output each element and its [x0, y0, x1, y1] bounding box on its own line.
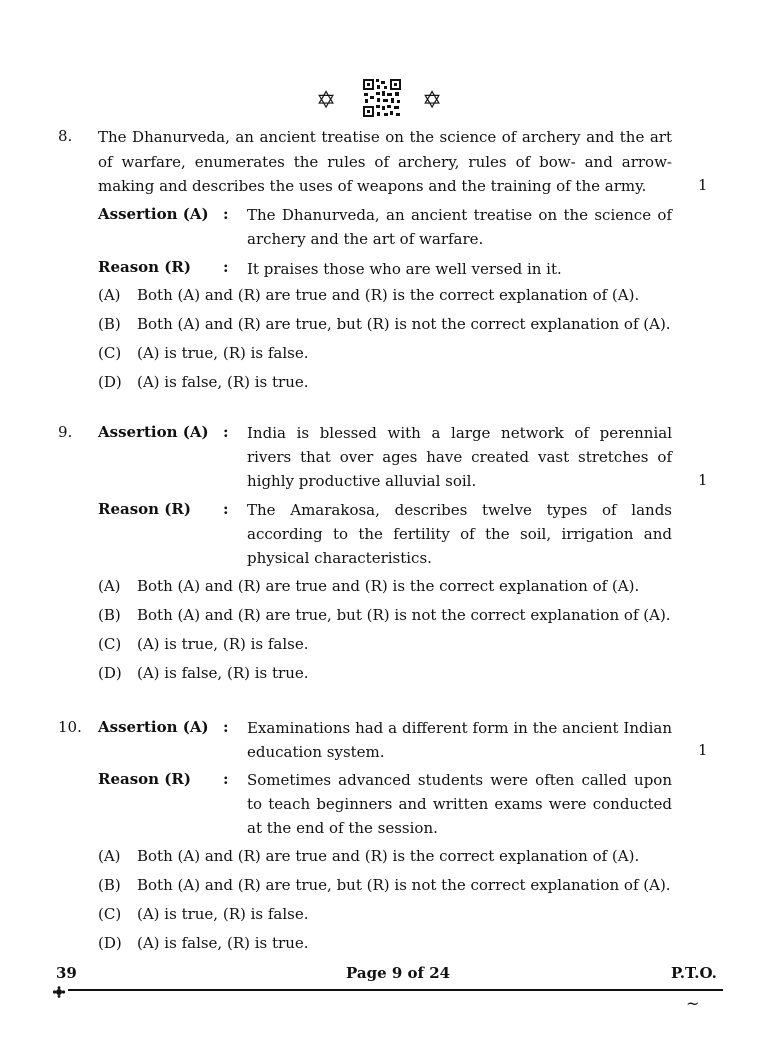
star-of-david-icon-left: ✡ [316, 86, 337, 114]
option-label: (C) [98, 905, 122, 923]
reason-label: Reason (R) [98, 500, 191, 518]
reason-label: Reason (R) [98, 770, 191, 788]
question-intro: The Dhanurveda, an ancient treatise on the science of archery and the art of warfare, enumerates the rules of archery, rules of bow- and arrow-making and describes the uses of weapons and the training of the army. [98, 128, 672, 195]
option-text: Both (A) and (R) are true, but (R) is not the correct explanation of (A). [137, 606, 671, 624]
question-marks: 1 [698, 741, 708, 759]
option-label: (A) [98, 286, 121, 304]
option-label: (C) [98, 344, 122, 362]
question-number: 10. [58, 718, 82, 736]
colon: : [223, 423, 229, 441]
option-text: (A) is true, (R) is false. [137, 344, 309, 362]
option-text: (A) is false, (R) is true. [137, 664, 309, 682]
assertion-text: The Dhanurveda, an ancient treatise on the science of archery and the art of warfare. [247, 206, 672, 248]
tilde-mark: ~ [686, 994, 700, 1013]
option-label: (D) [98, 373, 122, 391]
question-marks: 1 [698, 176, 708, 194]
colon: : [223, 258, 229, 276]
option-text: Both (A) and (R) are true and (R) is the correct explanation of (A). [137, 577, 640, 595]
page-number: Page 9 of 24 [346, 964, 451, 982]
option-label: (A) [98, 847, 121, 865]
option-text: Both (A) and (R) are true, but (R) is not the correct explanation of (A). [137, 876, 671, 894]
assertion-label: Assertion (A) [98, 718, 209, 736]
option-label: (D) [98, 664, 122, 682]
reason-text: The Amarakosa, describes twelve types of lands according to the fertility of the soil, irrigation and physical characteristics. [247, 501, 672, 567]
question-number: 8. [58, 127, 73, 145]
assertion-text: Examinations had a different form in the ancient Indian education system. [247, 719, 672, 761]
colon: : [223, 500, 229, 518]
reason-text: It praises those who are well versed in it. [247, 260, 562, 278]
colon: : [223, 205, 229, 223]
option-text: Both (A) and (R) are true and (R) is the correct explanation of (A). [137, 286, 640, 304]
ornament-icon [52, 984, 66, 996]
option-label: (B) [98, 606, 121, 624]
option-label: (D) [98, 934, 122, 952]
option-label: (A) [98, 577, 121, 595]
reason-text: Sometimes advanced students were often called upon to teach beginners and written exams were conducted at the end of the session. [247, 771, 672, 837]
colon: : [223, 770, 229, 788]
option-text: (A) is false, (R) is true. [137, 373, 309, 391]
assertion-label: Assertion (A) [98, 423, 209, 441]
qr-code-icon [362, 78, 402, 118]
option-text: Both (A) and (R) are true and (R) is the correct explanation of (A). [137, 847, 640, 865]
footer-rule [68, 989, 723, 991]
option-label: (B) [98, 315, 121, 333]
reason-label: Reason (R) [98, 258, 191, 276]
pto-label: P.T.O. [671, 964, 717, 982]
colon: : [223, 718, 229, 736]
option-text: Both (A) and (R) are true, but (R) is not the correct explanation of (A). [137, 315, 671, 333]
option-text: (A) is true, (R) is false. [137, 905, 309, 923]
option-label: (B) [98, 876, 121, 894]
option-text: (A) is false, (R) is true. [137, 934, 309, 952]
assertion-text: India is blessed with a large network of perennial rivers that over ages have created vast stretches of highly productive alluvial soil. [247, 424, 672, 490]
assertion-label: Assertion (A) [98, 205, 209, 223]
paper-code: 39 [56, 964, 77, 982]
question-number: 9. [58, 423, 73, 441]
star-of-david-icon-right: ✡ [422, 86, 443, 114]
question-marks: 1 [698, 471, 708, 489]
option-label: (C) [98, 635, 122, 653]
option-text: (A) is true, (R) is false. [137, 635, 309, 653]
